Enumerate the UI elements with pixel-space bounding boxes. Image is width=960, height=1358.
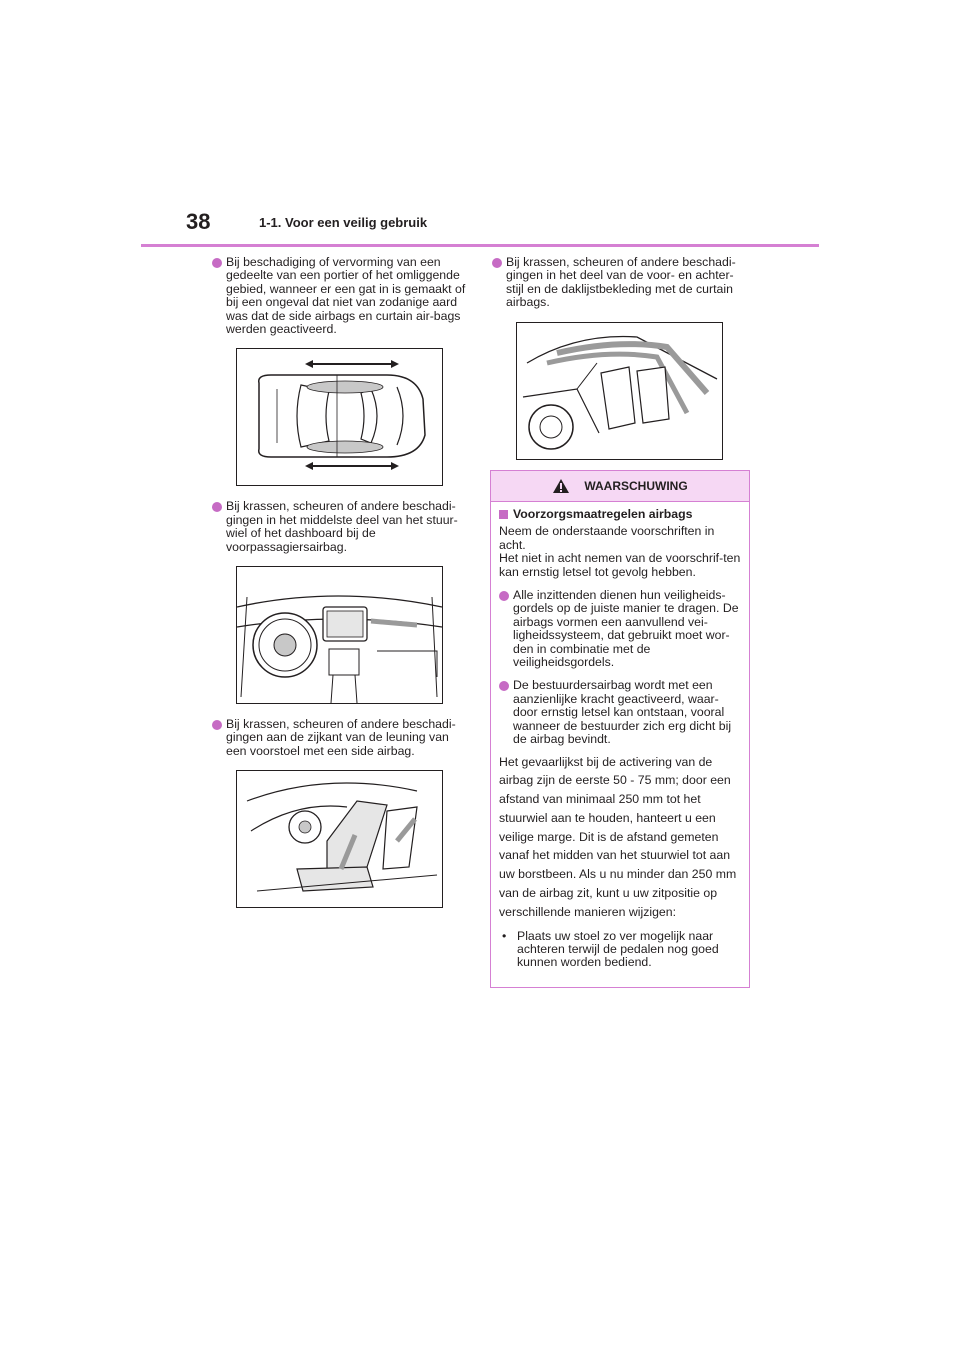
bullet-text: Bij krassen, scheuren of andere beschadi-gingen aan de zijkant van de leuning van een voorstoel met een side airbag. (226, 717, 456, 758)
bullet-text: Bij beschadiging of vervorming van een gedeelte van een portier of het omliggende gebied, wanneer er een gat in is gemaakt of bij een ongeval dat niet van zodanige aard was dat de side airbags en curtain air-bags werden geactiveerd. (226, 255, 466, 337)
bullet-text: Bij krassen, scheuren of andere beschadi-gingen in het deel van de voor- en achter-stijl en de daklijstbekleding met de curtain airbags. (506, 255, 736, 310)
figure-car-top-view (236, 348, 443, 486)
warning-paragraph: Het gevaarlijkst bij de activering van de airbag zijn de eerste 50 - 75 mm; door een afstand van minimaal 250 mm tot het stuurwiel aan te houden, hanteert u een veilige marge. Dit is de afstand gemeten vanaf het midden van het stuurwiel tot aan uw borstbeen. Als u nu minder dan 250 mm van de airbag zit, kunt u uw zitpositie op verschillende manieren wijzigen: (499, 754, 737, 919)
bullet-pillar-damage (492, 256, 750, 310)
warning-box (490, 470, 750, 988)
warning-heading-text: Voorzorgsmaatregelen airbags (513, 507, 693, 521)
circle-bullet-icon (492, 258, 502, 268)
figure-dashboard (236, 566, 443, 704)
circle-bullet-icon (212, 502, 222, 512)
section-title: 1-1. Voor een veilig gebruik (259, 215, 428, 230)
warning-heading (499, 508, 741, 521)
bullet-text: Alle inzittenden dienen hun veiligheids-gordels op de juiste manier te dragen. De airbags vormen een aanvullend vei-ligheidssysteem, dat gebruikt moet wor-den in combinatie met de veiligheidsgordels. (513, 588, 739, 670)
bullet-text: Bij krassen, scheuren of andere beschadi-gingen in het middelste deel van het stuur-wiel of het dashboard bij de voorpassagiersairbag. (226, 499, 458, 554)
bullet-seat-side-damage (212, 718, 470, 758)
figure-front-seat (236, 770, 443, 908)
right-column (492, 256, 750, 460)
curtain-airbag-illustration (517, 323, 722, 459)
figure-curtain-airbag (516, 322, 723, 460)
warning-header (491, 471, 749, 502)
circle-bullet-icon (212, 720, 222, 730)
circle-bullet-icon (212, 258, 222, 268)
sub-bullet-marker: • (502, 928, 507, 943)
circle-bullet-icon (499, 591, 509, 601)
warning-sub-bullet (499, 930, 741, 970)
warning-body (491, 502, 749, 970)
warning-bullet-driver-airbag (499, 679, 741, 746)
front-seat-illustration (237, 771, 442, 907)
warning-bullet-seatbelts (499, 589, 741, 669)
dashboard-illustration (237, 567, 442, 703)
bullet-steering-wheel-damage (212, 500, 470, 554)
sub-bullet-text: Plaats uw stoel zo ver mogelijk naar achteren terwijl de pedalen nog goed kunnen worden bediend. (517, 928, 719, 970)
car-top-view-illustration (237, 349, 442, 485)
bullet-text: De bestuurdersairbag wordt met een aanzienlijke kracht geactiveerd, waar-door ernstig letsel kan ontstaan, vooral wanneer de bestuurder zich erg dicht bij de airbag bevindt. (513, 678, 732, 747)
left-column (212, 256, 470, 908)
warning-title: WAARSCHUWING (584, 479, 688, 493)
warning-intro: Neem de onderstaande voorschriften in acht. Het niet in acht nemen van de voorschrif-ten kan ernstig letsel tot gevolg hebben. (499, 524, 741, 579)
circle-bullet-icon (499, 681, 509, 691)
page-number: 38 (186, 209, 211, 234)
bullet-door-damage (212, 256, 470, 336)
header-rule (141, 244, 819, 247)
square-bullet-icon (499, 510, 508, 519)
warning-triangle-icon (552, 478, 570, 494)
